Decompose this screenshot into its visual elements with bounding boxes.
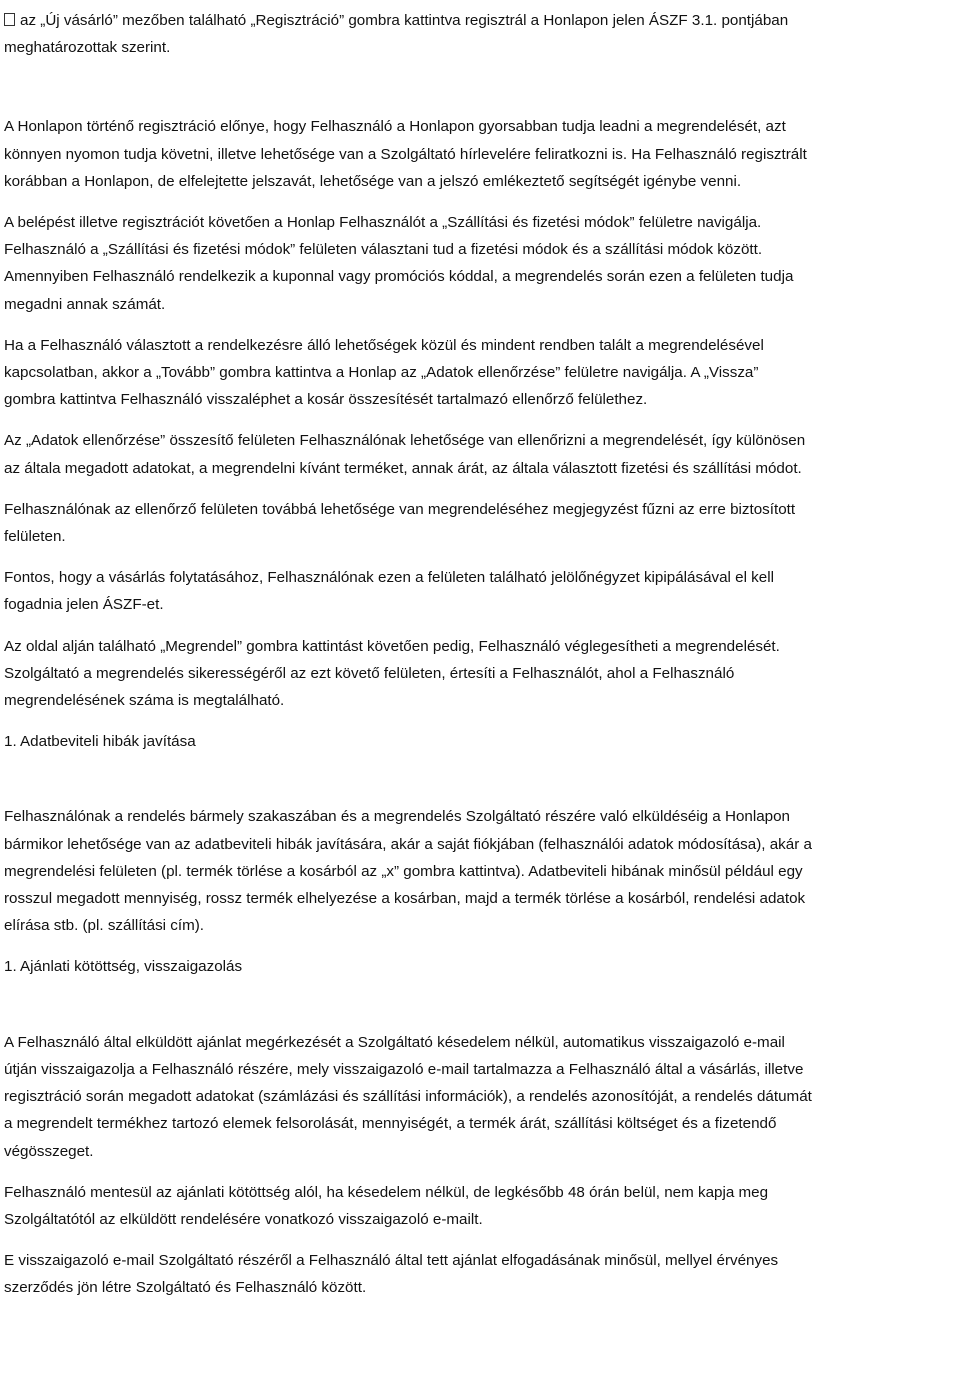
paragraph-data-check: Az „Adatok ellenőrzése” összesítő felületen Felhasználónak lehetősége van ellenőrizni a megrendelését, így különösen az általa megadott adatokat, a megrendelni kívánt terméket, annak árát, az általa választott fizetési és szállítási módot.: [4, 432, 806, 477]
paragraph-order-submit: Az oldal alján található „Megrendel” gombra kattintást követően pedig, Felhasználó véglegesítheti a megrendelését. Szolgáltató a megrendelés sikerességéről az ezt követő felületen, értesíti a Felhasználót, ahol a Felhasználó megrendelésének száma is megtalálható.: [4, 637, 780, 710]
bullet-box-icon: [4, 13, 15, 26]
section-heading-offer-confirmation: 1. Ajánlati kötöttség, visszaigazolás: [4, 958, 243, 976]
paragraph-offer-release: Felhasználó mentesül az ajánlati kötöttség alól, ha késedelem nélkül, de legkésőbb 48 órán belül, nem kapja meg Szolgáltatótól az elküldött rendelésére vonatkozó visszaigazoló e-mailt.: [4, 1183, 769, 1228]
paragraph-contract: E visszaigazoló e-mail Szolgáltató részéről a Felhasználó által tett ajánlat elfogadásának minősül, mellyel érvényes szerződés jön létre Szolgáltató és Felhasználó között.: [4, 1252, 779, 1297]
paragraph-comment: Felhasználónak az ellenőrző felületen továbbá lehetősége van megrendeléséhez megjegyzést fűzni az erre biztosított felületen.: [4, 500, 796, 546]
paragraph-confirmation-email: A Felhasználó által elküldött ajánlat megérkezését a Szolgáltató késedelem nélkül, automatikus visszaigazoló e-mail útján visszaigazolja a Felhasználó részére, mely visszaigazoló e-mail tartalmazza a Felhasználó által a vásárlás, illetve regisztráció során megadott adatokat (számlázási és szállítási információk), a rendelés azonosítóját, a rendelés dátumát a megrendelt termékhez tartozó elemek felsorolását, mennyiségét, a termék árát, szállítási költséget és a fizetendő végösszeget.: [4, 1033, 812, 1160]
section-heading-input-errors: 1. Adatbeviteli hibák javítása: [4, 733, 196, 751]
paragraph-input-errors: Felhasználónak a rendelés bármely szakaszában és a megrendelés Szolgáltató részére való elküldéséig a Honlapon bármikor lehetősége van az adatbeviteli hibák javítására, akár a saját fiókjában (felhasználói adatok módosítása), akár a megrendelési felületen (pl. termék törlése a kosárból az „x” gombra kattintva). Adatbeviteli hibának minősül például egy rosszul megadott mennyiség, rossz termék elhelyezése a kosárban, majd a termék törlése a kosárból, rendelési adatok elírása stb. (pl. szállítási cím).: [4, 808, 812, 935]
paragraph-registration-bullet: az „Új vásárló” mezőben található „Regisztráció” gombra kattintva regisztrál a Honlapon jelen ÁSZF 3.1. pontjában meghatározottak szerint.: [4, 12, 789, 57]
paragraph-registration-benefits: A Honlapon történő regisztráció előnye, hogy Felhasználó a Honlapon gyorsabban tudja leadni a megrendelését, azt könnyen nyomon tudja követni, illetve lehetősége van a Szolgáltató hírlevelére feliratkozni is. Ha Felhasználó regisztrált korábban a Honlapon, de elfelejtette jelszavát, lehetősége van a jelszó emlékeztető segítségét igénybe venni.: [4, 118, 807, 190]
paragraph-next-back: Ha a Felhasználó választott a rendelkezésre álló lehetőségek közül és mindent rendben talált a megrendelésével kapcsolatban, akkor a „Tovább” gombra kattintva a Honlap az „Adatok ellenőrzése” felületre navigálja. A „Vissza” gombra kattintva Felhasználó visszaléphet a kosár összesítését tartalmazó ellenőrző felülethez.: [4, 336, 764, 409]
paragraph-accept-terms: Fontos, hogy a vásárlás folytatásához, Felhasználónak ezen a felületen található jelölőnégyzet kipipálásával el kell fogadnia jelen ÁSZF-et.: [4, 569, 774, 614]
paragraph-shipping-payment: A belépést illetve regisztrációt követően a Honlap Felhasználót a „Szállítási és fizetési módok” felületre navigálja. Felhasználó a „Szállítási és fizetési módok” felületen választani tud a fizetési módok és a szállítási módok között. Amennyiben Felhasználó rendelkezik a kuponnal vagy promóciós kóddal, a megrendelés során ezen a felületen tudja megadni annak számát.: [4, 214, 794, 313]
bullet-paragraph: [4, 7, 955, 61]
document-page: [0, 7, 960, 1387]
